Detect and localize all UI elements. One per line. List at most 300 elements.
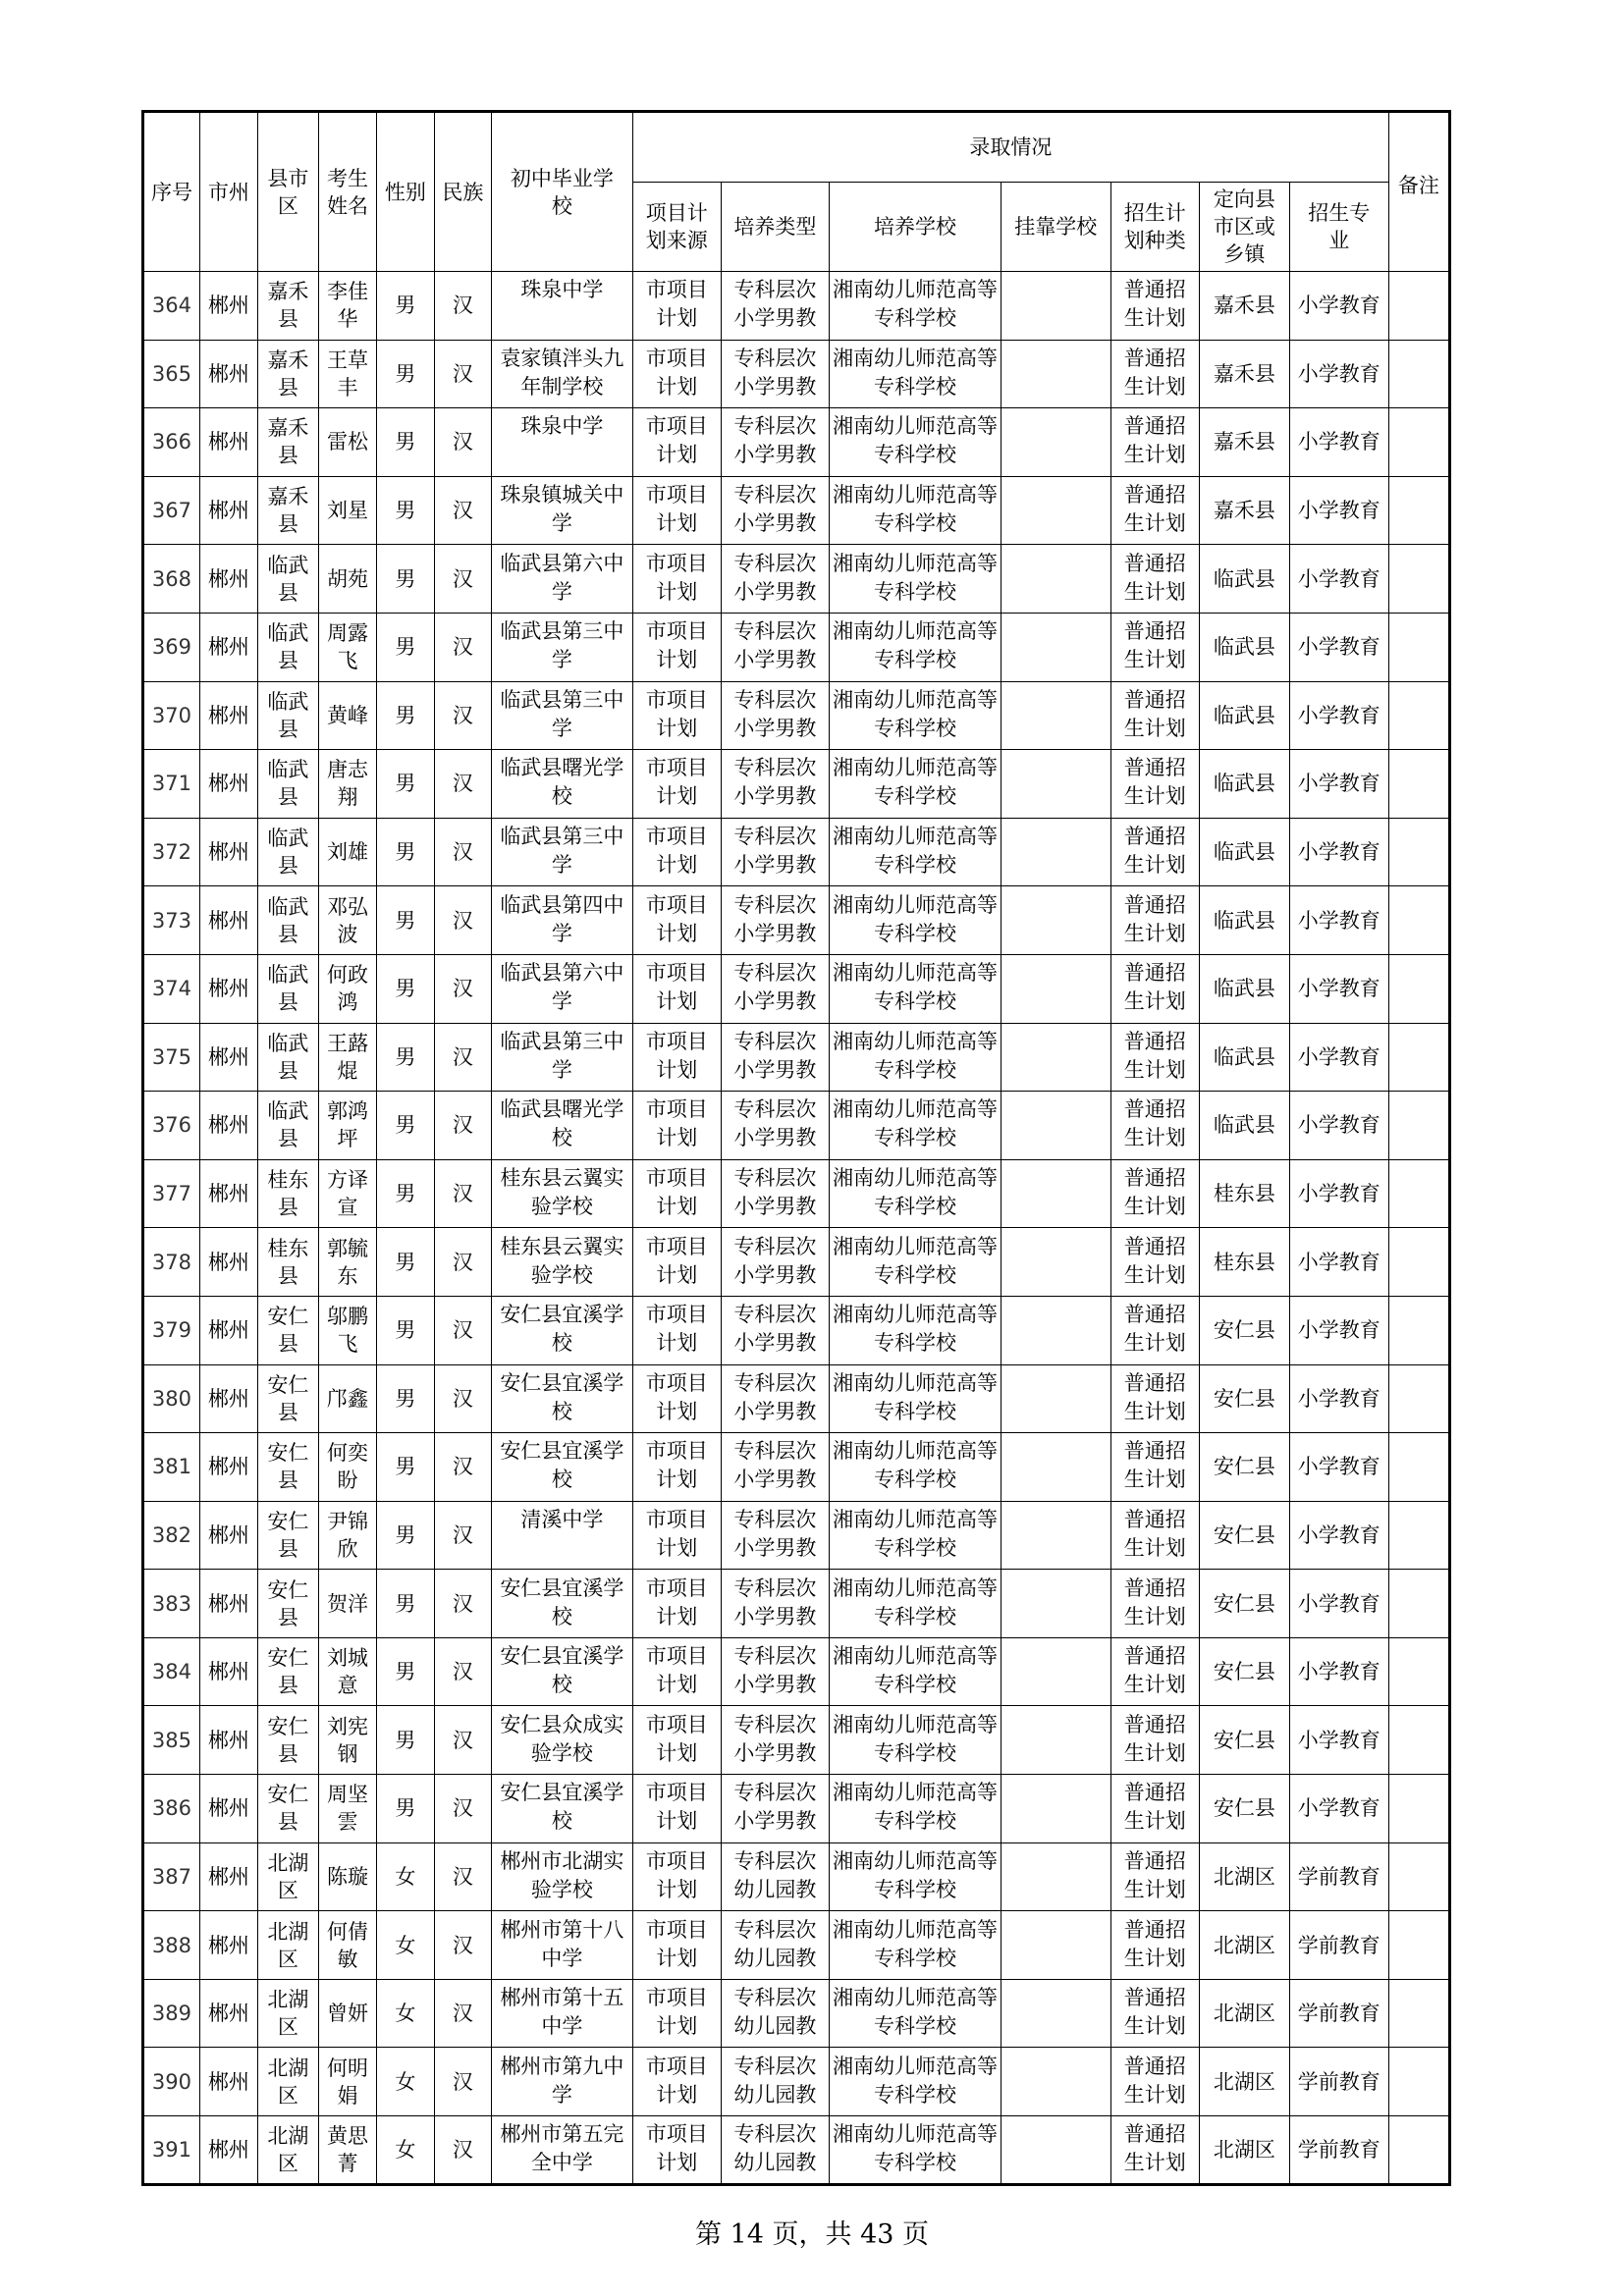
cell-plan-source bbox=[633, 476, 722, 545]
cell-target: 临武县 bbox=[1200, 954, 1290, 1023]
cell-remark bbox=[1388, 1911, 1449, 1980]
cell-ethnicity: 汉 bbox=[434, 272, 491, 341]
cell-plan-source bbox=[633, 1023, 722, 1092]
cell-plan-kind-text: 普通招生计划 bbox=[1123, 1166, 1186, 1219]
header-plan-source-text: 项目计划来源 bbox=[645, 201, 708, 252]
table-row bbox=[143, 1911, 1450, 1980]
table-row bbox=[143, 2116, 1450, 2185]
cell-train-school bbox=[830, 1706, 1001, 1775]
cell-plan-source bbox=[633, 1159, 722, 1228]
cell-middle-school-text: 郴州市第十八中学 bbox=[500, 1917, 624, 1970]
cell-train-type-text: 专科层次小学男教 bbox=[733, 1575, 817, 1629]
cell-ethnicity: 汉 bbox=[434, 1979, 491, 2048]
cell-train-school-text: 湘南幼儿师范高等专科学校 bbox=[833, 1848, 998, 1901]
cell-train-type bbox=[721, 1228, 830, 1297]
cell-plan-kind bbox=[1110, 476, 1200, 545]
cell-name: 刘宪钢 bbox=[318, 1706, 376, 1775]
table-row bbox=[143, 272, 1450, 341]
cell-train-type bbox=[721, 750, 830, 819]
cell-county: 北湖区 bbox=[257, 2116, 318, 2185]
table-row bbox=[143, 954, 1450, 1023]
cell-middle-school bbox=[491, 2116, 632, 2185]
cell-name: 邝鑫 bbox=[318, 1364, 376, 1433]
cell-city: 郴州 bbox=[199, 1092, 257, 1160]
cell-plan-kind-text: 普通招生计划 bbox=[1123, 2054, 1186, 2107]
cell-train-school bbox=[830, 1911, 1001, 1980]
cell-target: 北湖区 bbox=[1200, 2048, 1290, 2116]
cell-remark bbox=[1388, 1296, 1449, 1364]
cell-city: 郴州 bbox=[199, 1775, 257, 1843]
header-train-school: 培养学校 bbox=[830, 183, 1001, 272]
cell-train-type bbox=[721, 1979, 830, 2048]
cell-train-school bbox=[830, 1296, 1001, 1364]
cell-middle-school-text: 桂东县云翼实验学校 bbox=[500, 1234, 624, 1287]
cell-train-school-text: 湘南幼儿师范高等专科学校 bbox=[833, 1029, 998, 1082]
cell-city: 郴州 bbox=[199, 1911, 257, 1980]
cell-plan-source bbox=[633, 545, 722, 614]
cell-train-school bbox=[830, 818, 1001, 886]
cell-train-school-text: 湘南幼儿师范高等专科学校 bbox=[833, 687, 998, 740]
cell-ethnicity: 汉 bbox=[434, 1570, 491, 1638]
cell-ethnicity: 汉 bbox=[434, 1637, 491, 1706]
cell-county: 桂东县 bbox=[257, 1159, 318, 1228]
cell-plan-source bbox=[633, 681, 722, 750]
cell-gender: 男 bbox=[376, 818, 434, 886]
cell-train-school-text: 湘南幼儿师范高等专科学校 bbox=[833, 346, 998, 399]
cell-plan-kind-text: 普通招生计划 bbox=[1123, 1986, 1186, 2039]
cell-gender: 男 bbox=[376, 886, 434, 955]
cell-train-type bbox=[721, 2116, 830, 2185]
cell-plan-kind bbox=[1110, 1637, 1200, 1706]
cell-train-school bbox=[830, 340, 1001, 408]
cell-plan-source-text: 市项目计划 bbox=[645, 1234, 708, 1287]
cell-name: 何奕盼 bbox=[318, 1433, 376, 1502]
cell-seq: 375 bbox=[143, 1023, 200, 1092]
cell-train-type bbox=[721, 1911, 830, 1980]
cell-target: 安仁县 bbox=[1200, 1706, 1290, 1775]
cell-train-school bbox=[830, 1775, 1001, 1843]
cell-affil-school bbox=[1001, 1159, 1110, 1228]
cell-target: 桂东县 bbox=[1200, 1228, 1290, 1297]
cell-remark bbox=[1388, 1364, 1449, 1433]
cell-middle-school-text: 郴州市第十五中学 bbox=[500, 1986, 624, 2039]
cell-plan-kind bbox=[1110, 1296, 1200, 1364]
cell-train-school-text: 湘南幼儿师范高等专科学校 bbox=[833, 551, 998, 604]
cell-middle-school-text: 珠泉中学 bbox=[520, 278, 604, 302]
cell-train-type bbox=[721, 476, 830, 545]
cell-middle-school-text: 安仁县宜溪学校 bbox=[500, 1644, 624, 1697]
cell-plan-kind-text: 普通招生计划 bbox=[1123, 1234, 1186, 1287]
cell-gender: 男 bbox=[376, 1637, 434, 1706]
header-target-text: 定向县市区或乡镇 bbox=[1213, 187, 1275, 266]
cell-name: 何倩敏 bbox=[318, 1911, 376, 1980]
cell-train-type-text: 专科层次幼儿园教 bbox=[733, 2054, 817, 2107]
cell-middle-school bbox=[491, 1092, 632, 1160]
cell-train-school-text: 湘南幼儿师范高等专科学校 bbox=[833, 1644, 998, 1697]
cell-affil-school bbox=[1001, 750, 1110, 819]
cell-major: 小学教育 bbox=[1289, 886, 1388, 955]
cell-train-type-text: 专科层次小学男教 bbox=[733, 551, 817, 604]
cell-affil-school bbox=[1001, 1979, 1110, 2048]
header-plan-kind bbox=[1110, 183, 1200, 272]
cell-plan-kind-text: 普通招生计划 bbox=[1123, 1917, 1186, 1970]
cell-affil-school bbox=[1001, 2048, 1110, 2116]
header-gender: 性别 bbox=[376, 112, 434, 272]
cell-major: 小学教育 bbox=[1289, 1570, 1388, 1638]
table-row bbox=[143, 681, 1450, 750]
header-admission: 录取情况 bbox=[633, 112, 1389, 183]
cell-county: 临武县 bbox=[257, 545, 318, 614]
cell-major: 学前教育 bbox=[1289, 1842, 1388, 1911]
cell-middle-school-text: 临武县第六中学 bbox=[500, 961, 624, 1014]
cell-train-school-text: 湘南幼儿师范高等专科学校 bbox=[833, 1917, 998, 1970]
cell-plan-source-text: 市项目计划 bbox=[645, 1370, 708, 1423]
cell-seq: 383 bbox=[143, 1570, 200, 1638]
cell-train-type-text: 专科层次幼儿园教 bbox=[733, 1917, 817, 1970]
cell-middle-school bbox=[491, 818, 632, 886]
cell-remark bbox=[1388, 681, 1449, 750]
cell-gender: 男 bbox=[376, 476, 434, 545]
cell-affil-school bbox=[1001, 1570, 1110, 1638]
cell-gender: 男 bbox=[376, 1228, 434, 1297]
cell-train-type bbox=[721, 613, 830, 681]
cell-plan-kind bbox=[1110, 954, 1200, 1023]
cell-plan-source-text: 市项目计划 bbox=[645, 825, 708, 878]
cell-name: 周露飞 bbox=[318, 613, 376, 681]
roster-body bbox=[143, 272, 1450, 2185]
cell-plan-kind-text: 普通招生计划 bbox=[1123, 1439, 1186, 1492]
cell-county: 临武县 bbox=[257, 1092, 318, 1160]
cell-seq: 371 bbox=[143, 750, 200, 819]
cell-major: 小学教育 bbox=[1289, 1433, 1388, 1502]
cell-plan-source bbox=[633, 818, 722, 886]
cell-plan-source-text: 市项目计划 bbox=[645, 1303, 708, 1356]
cell-plan-kind bbox=[1110, 2116, 1200, 2185]
cell-city: 郴州 bbox=[199, 681, 257, 750]
cell-major: 学前教育 bbox=[1289, 2116, 1388, 2185]
cell-plan-source bbox=[633, 1842, 722, 1911]
cell-train-type bbox=[721, 1364, 830, 1433]
cell-target: 安仁县 bbox=[1200, 1637, 1290, 1706]
cell-plan-kind-text: 普通招生计划 bbox=[1123, 1029, 1186, 1082]
cell-plan-kind-text: 普通招生计划 bbox=[1123, 1303, 1186, 1356]
cell-remark bbox=[1388, 545, 1449, 614]
cell-plan-source-text: 市项目计划 bbox=[645, 346, 708, 399]
cell-train-school-text: 湘南幼儿师范高等专科学校 bbox=[833, 483, 998, 536]
cell-middle-school-text: 临武县第三中学 bbox=[500, 1029, 624, 1082]
cell-seq: 378 bbox=[143, 1228, 200, 1297]
cell-seq: 369 bbox=[143, 613, 200, 681]
cell-seq: 368 bbox=[143, 545, 200, 614]
table-row bbox=[143, 1433, 1450, 1502]
cell-middle-school bbox=[491, 545, 632, 614]
cell-plan-kind-text: 普通招生计划 bbox=[1123, 1507, 1186, 1560]
cell-train-type bbox=[721, 1023, 830, 1092]
cell-affil-school bbox=[1001, 2116, 1110, 2185]
cell-train-type-text: 专科层次小学男教 bbox=[733, 346, 817, 399]
cell-gender: 女 bbox=[376, 2116, 434, 2185]
header-county: 县市区 bbox=[257, 112, 318, 272]
cell-plan-source-text: 市项目计划 bbox=[645, 1712, 708, 1765]
cell-affil-school bbox=[1001, 1501, 1110, 1570]
cell-gender: 男 bbox=[376, 750, 434, 819]
cell-middle-school bbox=[491, 750, 632, 819]
cell-seq: 377 bbox=[143, 1159, 200, 1228]
cell-name: 何明娟 bbox=[318, 2048, 376, 2116]
cell-remark bbox=[1388, 1775, 1449, 1843]
cell-city: 郴州 bbox=[199, 2116, 257, 2185]
cell-name: 王草丰 bbox=[318, 340, 376, 408]
cell-county: 北湖区 bbox=[257, 2048, 318, 2116]
cell-city: 郴州 bbox=[199, 408, 257, 477]
header-city: 市州 bbox=[199, 112, 257, 272]
cell-city: 郴州 bbox=[199, 1159, 257, 1228]
cell-major: 学前教育 bbox=[1289, 2048, 1388, 2116]
cell-seq: 391 bbox=[143, 2116, 200, 2185]
cell-plan-source bbox=[633, 954, 722, 1023]
table-row bbox=[143, 1842, 1450, 1911]
cell-plan-source bbox=[633, 340, 722, 408]
cell-train-school bbox=[830, 1433, 1001, 1502]
cell-middle-school-text: 郴州市北湖实验学校 bbox=[500, 1848, 624, 1901]
cell-affil-school bbox=[1001, 886, 1110, 955]
cell-plan-kind bbox=[1110, 545, 1200, 614]
cell-plan-source bbox=[633, 2048, 722, 2116]
cell-plan-kind-text: 普通招生计划 bbox=[1123, 1644, 1186, 1697]
cell-plan-source-text: 市项目计划 bbox=[645, 1029, 708, 1082]
cell-remark bbox=[1388, 2048, 1449, 2116]
cell-train-school bbox=[830, 681, 1001, 750]
cell-train-type-text: 专科层次小学男教 bbox=[733, 278, 817, 331]
cell-train-type-text: 专科层次幼儿园教 bbox=[733, 2121, 817, 2174]
cell-county: 北湖区 bbox=[257, 1842, 318, 1911]
cell-city: 郴州 bbox=[199, 1570, 257, 1638]
cell-county: 安仁县 bbox=[257, 1570, 318, 1638]
table-row bbox=[143, 1979, 1450, 2048]
cell-seq: 387 bbox=[143, 1842, 200, 1911]
cell-county: 安仁县 bbox=[257, 1296, 318, 1364]
cell-ethnicity: 汉 bbox=[434, 340, 491, 408]
cell-county: 嘉禾县 bbox=[257, 340, 318, 408]
cell-ethnicity: 汉 bbox=[434, 1296, 491, 1364]
cell-plan-source-text: 市项目计划 bbox=[645, 1097, 708, 1150]
cell-remark bbox=[1388, 886, 1449, 955]
cell-city: 郴州 bbox=[199, 1364, 257, 1433]
cell-remark bbox=[1388, 476, 1449, 545]
cell-city: 郴州 bbox=[199, 2048, 257, 2116]
cell-plan-source-text: 市项目计划 bbox=[645, 892, 708, 945]
cell-train-type bbox=[721, 1501, 830, 1570]
cell-plan-source-text: 市项目计划 bbox=[645, 961, 708, 1014]
cell-ethnicity: 汉 bbox=[434, 886, 491, 955]
cell-gender: 男 bbox=[376, 1501, 434, 1570]
cell-ethnicity: 汉 bbox=[434, 750, 491, 819]
cell-name: 郭鸿坪 bbox=[318, 1092, 376, 1160]
cell-name: 尹锦欣 bbox=[318, 1501, 376, 1570]
cell-middle-school bbox=[491, 476, 632, 545]
cell-gender: 男 bbox=[376, 1433, 434, 1502]
cell-middle-school bbox=[491, 1842, 632, 1911]
cell-plan-kind bbox=[1110, 1092, 1200, 1160]
cell-affil-school bbox=[1001, 613, 1110, 681]
cell-plan-source bbox=[633, 408, 722, 477]
cell-plan-source-text: 市项目计划 bbox=[645, 2121, 708, 2174]
cell-plan-kind bbox=[1110, 818, 1200, 886]
cell-city: 郴州 bbox=[199, 1228, 257, 1297]
cell-remark bbox=[1388, 1159, 1449, 1228]
cell-remark bbox=[1388, 1092, 1449, 1160]
cell-seq: 386 bbox=[143, 1775, 200, 1843]
cell-plan-kind bbox=[1110, 886, 1200, 955]
table-row bbox=[143, 613, 1450, 681]
header-major-text: 招生专业 bbox=[1308, 201, 1371, 252]
cell-affil-school bbox=[1001, 340, 1110, 408]
cell-affil-school bbox=[1001, 1228, 1110, 1297]
cell-major: 小学教育 bbox=[1289, 1296, 1388, 1364]
cell-train-school bbox=[830, 886, 1001, 955]
cell-name: 郭毓东 bbox=[318, 1228, 376, 1297]
cell-target: 临武县 bbox=[1200, 818, 1290, 886]
cell-remark bbox=[1388, 1570, 1449, 1638]
cell-ethnicity: 汉 bbox=[434, 1092, 491, 1160]
cell-ethnicity: 汉 bbox=[434, 1228, 491, 1297]
cell-city: 郴州 bbox=[199, 1706, 257, 1775]
cell-middle-school-text: 安仁县宜溪学校 bbox=[500, 1781, 624, 1834]
cell-affil-school bbox=[1001, 1842, 1110, 1911]
cell-middle-school-text: 安仁县宜溪学校 bbox=[500, 1439, 624, 1492]
cell-major: 小学教育 bbox=[1289, 1023, 1388, 1092]
cell-train-type-text: 专科层次小学男教 bbox=[733, 961, 817, 1014]
cell-affil-school bbox=[1001, 1296, 1110, 1364]
cell-target: 北湖区 bbox=[1200, 1842, 1290, 1911]
cell-major: 小学教育 bbox=[1289, 1637, 1388, 1706]
cell-train-type bbox=[721, 886, 830, 955]
cell-affil-school bbox=[1001, 1023, 1110, 1092]
cell-middle-school-text: 临武县第六中学 bbox=[500, 551, 624, 604]
cell-plan-source bbox=[633, 750, 722, 819]
cell-ethnicity: 汉 bbox=[434, 1775, 491, 1843]
cell-major: 小学教育 bbox=[1289, 681, 1388, 750]
cell-train-school-text: 湘南幼儿师范高等专科学校 bbox=[833, 2054, 998, 2107]
table-row bbox=[143, 1775, 1450, 1843]
cell-gender: 男 bbox=[376, 340, 434, 408]
cell-train-school-text: 湘南幼儿师范高等专科学校 bbox=[833, 1986, 998, 2039]
cell-city: 郴州 bbox=[199, 613, 257, 681]
cell-plan-source-text: 市项目计划 bbox=[645, 2054, 708, 2107]
cell-plan-kind-text: 普通招生计划 bbox=[1123, 414, 1186, 467]
cell-train-school bbox=[830, 2048, 1001, 2116]
cell-affil-school bbox=[1001, 476, 1110, 545]
cell-train-type bbox=[721, 408, 830, 477]
cell-train-type bbox=[721, 1842, 830, 1911]
cell-ethnicity: 汉 bbox=[434, 2116, 491, 2185]
cell-plan-kind-text: 普通招生计划 bbox=[1123, 1575, 1186, 1629]
cell-middle-school-text: 安仁县宜溪学校 bbox=[500, 1370, 624, 1423]
cell-city: 郴州 bbox=[199, 1979, 257, 2048]
cell-county: 临武县 bbox=[257, 954, 318, 1023]
cell-train-school-text: 湘南幼儿师范高等专科学校 bbox=[833, 1439, 998, 1492]
header-major bbox=[1289, 183, 1388, 272]
cell-gender: 男 bbox=[376, 1364, 434, 1433]
table-row bbox=[143, 1023, 1450, 1092]
cell-plan-source-text: 市项目计划 bbox=[645, 687, 708, 740]
cell-middle-school bbox=[491, 1706, 632, 1775]
table-row bbox=[143, 1570, 1450, 1638]
cell-middle-school bbox=[491, 1228, 632, 1297]
cell-train-school bbox=[830, 545, 1001, 614]
table-row bbox=[143, 408, 1450, 477]
cell-plan-kind bbox=[1110, 1228, 1200, 1297]
cell-train-school bbox=[830, 1092, 1001, 1160]
cell-remark bbox=[1388, 750, 1449, 819]
cell-gender: 男 bbox=[376, 954, 434, 1023]
cell-remark bbox=[1388, 1501, 1449, 1570]
cell-train-type-text: 专科层次小学男教 bbox=[733, 1303, 817, 1356]
admission-roster-table bbox=[141, 110, 1451, 2186]
header-name bbox=[318, 112, 376, 272]
cell-city: 郴州 bbox=[199, 1637, 257, 1706]
cell-plan-source bbox=[633, 1570, 722, 1638]
cell-name: 陈璇 bbox=[318, 1842, 376, 1911]
cell-plan-source-text: 市项目计划 bbox=[645, 278, 708, 331]
cell-remark bbox=[1388, 613, 1449, 681]
cell-seq: 382 bbox=[143, 1501, 200, 1570]
cell-train-school-text: 湘南幼儿师范高等专科学校 bbox=[833, 1097, 998, 1150]
table-row bbox=[143, 1364, 1450, 1433]
cell-city: 郴州 bbox=[199, 750, 257, 819]
cell-major: 小学教育 bbox=[1289, 272, 1388, 341]
cell-middle-school bbox=[491, 1023, 632, 1092]
cell-train-school bbox=[830, 1023, 1001, 1092]
cell-gender: 男 bbox=[376, 272, 434, 341]
cell-target: 安仁县 bbox=[1200, 1570, 1290, 1638]
cell-name: 黄峰 bbox=[318, 681, 376, 750]
cell-train-school-text: 湘南幼儿师范高等专科学校 bbox=[833, 2121, 998, 2174]
cell-county: 安仁县 bbox=[257, 1433, 318, 1502]
cell-train-school bbox=[830, 750, 1001, 819]
cell-gender: 男 bbox=[376, 613, 434, 681]
cell-middle-school-text: 桂东县云翼实验学校 bbox=[500, 1166, 624, 1219]
cell-seq: 367 bbox=[143, 476, 200, 545]
cell-train-school bbox=[830, 1501, 1001, 1570]
cell-target: 安仁县 bbox=[1200, 1433, 1290, 1502]
header-middle-school-text: 初中毕业学校 bbox=[510, 166, 614, 218]
cell-name: 胡苑 bbox=[318, 545, 376, 614]
cell-major: 小学教育 bbox=[1289, 408, 1388, 477]
cell-affil-school bbox=[1001, 1364, 1110, 1433]
cell-name: 唐志翔 bbox=[318, 750, 376, 819]
cell-train-type bbox=[721, 1433, 830, 1502]
cell-major: 学前教育 bbox=[1289, 1979, 1388, 2048]
cell-ethnicity: 汉 bbox=[434, 1364, 491, 1433]
cell-middle-school-text: 临武县第四中学 bbox=[500, 892, 624, 945]
cell-middle-school bbox=[491, 886, 632, 955]
cell-name: 李佳华 bbox=[318, 272, 376, 341]
cell-middle-school-text: 临武县第三中学 bbox=[500, 619, 624, 672]
cell-target: 临武县 bbox=[1200, 1023, 1290, 1092]
cell-train-type-text: 专科层次小学男教 bbox=[733, 756, 817, 809]
header-affil-school: 挂靠学校 bbox=[1001, 183, 1110, 272]
cell-name: 何政鸿 bbox=[318, 954, 376, 1023]
cell-gender: 女 bbox=[376, 2048, 434, 2116]
cell-ethnicity: 汉 bbox=[434, 681, 491, 750]
cell-gender: 男 bbox=[376, 1775, 434, 1843]
cell-affil-school bbox=[1001, 1433, 1110, 1502]
cell-major: 小学教育 bbox=[1289, 818, 1388, 886]
cell-train-school bbox=[830, 2116, 1001, 2185]
cell-train-type-text: 专科层次小学男教 bbox=[733, 1166, 817, 1219]
cell-county: 嘉禾县 bbox=[257, 476, 318, 545]
